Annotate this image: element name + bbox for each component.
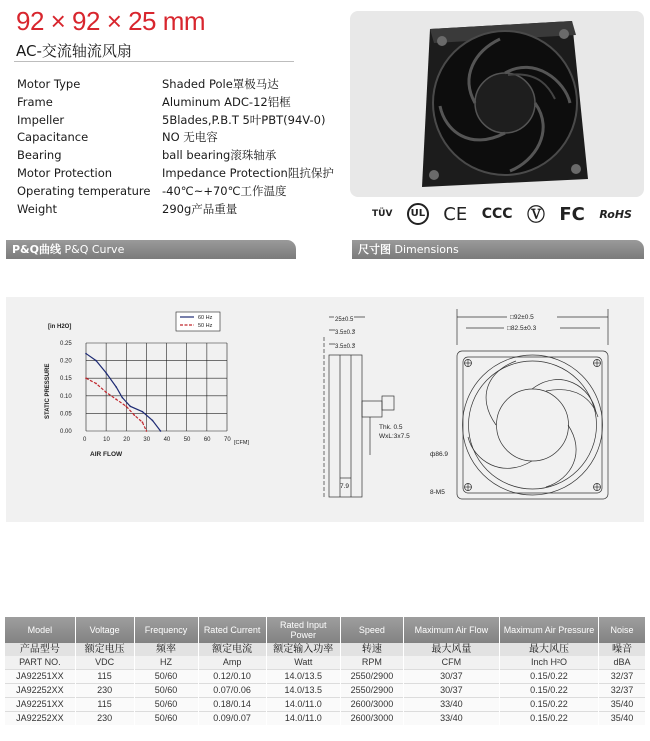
- legend-60hz-label: 60 Hz: [198, 315, 213, 321]
- front-screw: 8-M5: [430, 489, 445, 496]
- col-max-air-flow: Maximum Air Flow: [403, 617, 499, 643]
- spec-value: ball bearing滚珠轴承: [162, 148, 277, 163]
- table-cell: JA92251XX: [5, 698, 75, 712]
- table-cell: 2550/2900: [340, 684, 403, 698]
- spec-table: [5, 617, 645, 725]
- y-tick-label: 0.15: [60, 376, 72, 383]
- table-cell: 0.15/0.22: [499, 670, 598, 684]
- side-dim-top: 25±0.5: [335, 317, 354, 323]
- series-point: [85, 377, 87, 379]
- series-point: [152, 420, 154, 422]
- x-tick-label: 20: [123, 437, 130, 443]
- front-view-drawing: [430, 309, 608, 499]
- table-cell: VDC: [75, 656, 134, 670]
- series-point: [142, 411, 144, 413]
- table-cell: 噪音: [599, 643, 646, 656]
- table-cell: 50/60: [134, 712, 198, 726]
- x-unit-label: [CFM]: [234, 440, 249, 446]
- table-cell: 2550/2900: [340, 670, 403, 684]
- series-point: [95, 383, 97, 385]
- pq-grid: [86, 343, 227, 431]
- col-voltage: Voltage: [75, 617, 134, 643]
- table-cell: 0.12/0.10: [198, 670, 266, 684]
- spec-value: 5Blades,P.B.T 5叶PBT(94V-0): [162, 112, 326, 127]
- table-cell: 50/60: [134, 670, 198, 684]
- y-tick-label: 0.10: [60, 393, 72, 400]
- series-point: [115, 399, 117, 401]
- title-divider: [14, 61, 294, 62]
- spec-row-weight: [17, 201, 347, 219]
- series-point: [95, 360, 97, 362]
- col-noise: Noise: [599, 617, 646, 643]
- legend-50hz-label: 50 Hz: [198, 323, 213, 329]
- col-rated-current: Rated Current: [198, 617, 266, 643]
- v-check-icon: Ⓥ: [526, 205, 545, 226]
- fc-icon: FC: [559, 203, 585, 225]
- spec-value: 290g产品重量: [162, 201, 238, 216]
- table-cell: 115: [75, 698, 134, 712]
- series-point: [115, 386, 117, 388]
- y-axis-title: STATIC PRESSURE: [45, 363, 51, 419]
- table-row: [5, 712, 645, 726]
- table-cell: 50/60: [134, 684, 198, 698]
- table-cell: 2600/3000: [340, 698, 403, 712]
- table-row: [5, 698, 645, 712]
- spec-value: -40℃~+70℃工作温度: [162, 183, 287, 198]
- table-cell: 33/40: [403, 712, 499, 726]
- pq-curve-header-en: P&Q Curve: [64, 243, 125, 256]
- spec-value: Impedance Protection阻抗保护: [162, 165, 334, 180]
- series-point: [105, 391, 107, 393]
- y-tick-label: 0.05: [60, 411, 72, 418]
- series-line-60hz: [86, 354, 161, 431]
- table-cell: 230: [75, 712, 134, 726]
- table-row-cn-headers: [5, 643, 645, 656]
- table-cell: 额定电流: [198, 643, 266, 656]
- table-cell: 0.18/0.14: [198, 698, 266, 712]
- spec-label: Capacitance: [17, 130, 89, 145]
- series-point: [142, 421, 144, 423]
- table-cell: 50/60: [134, 698, 198, 712]
- page-subtitle: AC-交流轴流风扇: [16, 42, 132, 60]
- product-photo: [350, 11, 644, 197]
- spec-value: Aluminum ADC-12铝框: [162, 94, 291, 109]
- rohs-icon: RoHS: [599, 207, 632, 221]
- table-row: [5, 670, 645, 684]
- spec-label: Weight: [17, 201, 58, 216]
- table-cell: 30/37: [403, 670, 499, 684]
- side-view-drawing: [324, 315, 410, 497]
- table-cell: 产品型号: [5, 643, 75, 656]
- x-tick-label: 60: [203, 437, 211, 443]
- table-cell: dBA: [599, 656, 646, 670]
- x-tick-label: 30: [143, 437, 151, 443]
- spec-label: Motor Protection: [17, 165, 113, 180]
- x-axis-title: AIR FLOW: [90, 451, 123, 458]
- pq-curve-header-cn: P&Q曲线: [12, 243, 62, 256]
- front-outer-size: □92±0.5: [510, 314, 534, 321]
- front-diameter: ф86.9: [430, 451, 448, 458]
- table-cell: 14.0/11.0: [266, 712, 340, 726]
- series-point: [160, 430, 162, 432]
- tuv-icon: TÜV: [372, 209, 393, 219]
- terminal-size: WxL:3x7.5: [379, 433, 410, 440]
- diagram-area: [6, 297, 644, 522]
- table-cell: 33/40: [403, 698, 499, 712]
- table-cell: 30/37: [403, 684, 499, 698]
- table-cell: 转速: [340, 643, 403, 656]
- spec-value: Shaded Pole罩极马达: [162, 77, 279, 91]
- table-cell: RPM: [340, 656, 403, 670]
- table-row-units: [5, 656, 645, 670]
- ccc-icon: CCC: [481, 206, 513, 222]
- table-cell: 0.15/0.22: [499, 698, 598, 712]
- dimensions-header: [352, 240, 644, 259]
- table-cell: 0.15/0.22: [499, 684, 598, 698]
- table-cell: 35/40: [599, 712, 646, 726]
- spec-row-motor-type: [17, 76, 347, 94]
- table-cell: HZ: [134, 656, 198, 670]
- spec-row-impeller: [17, 112, 347, 130]
- x-tick-label: 70: [224, 437, 231, 443]
- table-cell: 2600/3000: [340, 712, 403, 726]
- dimensions-header-cn: 尺寸图: [358, 243, 391, 256]
- table-cell: 额定电压: [75, 643, 134, 656]
- table-cell: 14.0/13.5: [266, 684, 340, 698]
- x-tick-label: 50: [183, 437, 191, 443]
- spec-label: Bearing: [17, 148, 62, 163]
- pq-series: [85, 353, 161, 432]
- series-point: [125, 406, 127, 408]
- y-tick-label: 0.00: [60, 429, 72, 435]
- pq-chart: [45, 312, 249, 458]
- side-dim-low: 3.5±0.3: [335, 344, 355, 350]
- table-cell: 最大风量: [403, 643, 499, 656]
- table-cell: 230: [75, 684, 134, 698]
- col-frequency: Frequency: [134, 617, 198, 643]
- spec-row-motor-protection: [17, 165, 347, 183]
- side-dim-bottom: 7.9: [340, 483, 350, 490]
- spec-row-capacitance: [17, 129, 347, 147]
- dimensions-header-en: Dimensions: [394, 243, 459, 256]
- x-tick-label: 40: [163, 437, 171, 443]
- table-cell: 0.09/0.07: [198, 712, 266, 726]
- ul-icon: UL: [407, 203, 429, 225]
- terminal-thickness: Thk. 0.5: [379, 424, 403, 431]
- spec-row-frame: [17, 94, 347, 112]
- table-cell: JA92251XX: [5, 670, 75, 684]
- table-cell: CFM: [403, 656, 499, 670]
- series-point: [130, 406, 132, 408]
- series-point: [134, 414, 136, 416]
- table-cell: JA92252XX: [5, 684, 75, 698]
- table-cell: 频率: [134, 643, 198, 656]
- table-cell: 0.15/0.22: [499, 712, 598, 726]
- spec-label: Motor Type: [17, 77, 81, 91]
- series-point: [105, 372, 107, 374]
- certification-logos: [372, 200, 632, 228]
- spec-value: NO 无电容: [162, 130, 218, 145]
- col-speed: Speed: [340, 617, 403, 643]
- spec-label: Operating temperature: [17, 183, 151, 198]
- table-cell: PART NO.: [5, 656, 75, 670]
- table-row: [5, 684, 645, 698]
- col-max-air-pressure: Maximum Air Pressure: [499, 617, 598, 643]
- pq-curve-header: [6, 240, 296, 259]
- spec-row-operating-temperature: [17, 183, 347, 201]
- table-cell: Amp: [198, 656, 266, 670]
- diagram-svg: [6, 297, 644, 522]
- x-tick-label: 10: [103, 437, 110, 443]
- y-unit-label: [in H2O]: [48, 324, 72, 330]
- series-point: [121, 397, 123, 399]
- page-title: 92 × 92 × 25 mm: [16, 6, 206, 36]
- table-cell: 最大风压: [499, 643, 598, 656]
- table-cell: 额定输入功率: [266, 643, 340, 656]
- fan-photo-image: [350, 11, 644, 197]
- table-cell: 0.07/0.06: [198, 684, 266, 698]
- ce-icon: CE: [443, 203, 468, 225]
- spec-label: Impeller: [17, 112, 65, 127]
- x-tick-label: 0: [83, 437, 87, 443]
- col-model: Model: [5, 617, 75, 643]
- table-cell: JA92252XX: [5, 712, 75, 726]
- series-point: [85, 353, 87, 355]
- table-cell: Inch H²O: [499, 656, 598, 670]
- table-cell: 14.0/13.5: [266, 670, 340, 684]
- table-cell: 14.0/11.0: [266, 698, 340, 712]
- spec-label: Frame: [17, 94, 53, 109]
- front-inner-size: □82.5±0.3: [507, 325, 537, 332]
- y-tick-label: 0.25: [60, 341, 72, 347]
- y-tick-label: 0.20: [60, 358, 72, 365]
- side-dim-mid: 3.5±0.3: [335, 330, 355, 336]
- table-cell: 35/40: [599, 698, 646, 712]
- table-cell: 32/37: [599, 684, 646, 698]
- table-cell: 115: [75, 670, 134, 684]
- spec-row-bearing: [17, 147, 347, 165]
- spec-list: [17, 76, 347, 218]
- col-rated-input-power: Rated Input Power: [266, 617, 340, 643]
- table-cell: Watt: [266, 656, 340, 670]
- table-header-row: [5, 617, 645, 643]
- table-cell: 32/37: [599, 670, 646, 684]
- series-point: [146, 430, 148, 432]
